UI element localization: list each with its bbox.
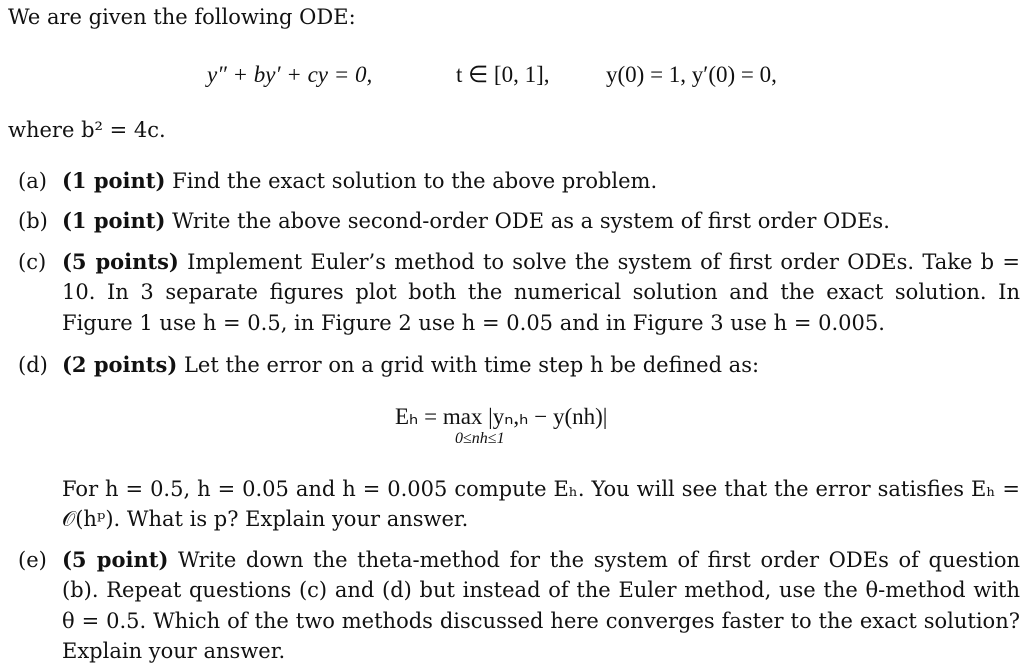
part-d-label: (d) [18, 353, 48, 377]
error-formula-subscript: 0≤nh≤1 [455, 430, 505, 447]
part-c-points: (5 points) [62, 249, 179, 274]
part-b [62, 206, 1020, 236]
part-a [62, 166, 1020, 196]
part-d [62, 350, 1020, 380]
condition-text: where b² = 4c. [8, 118, 166, 142]
part-c-text: Implement Euler’s method to solve the system of first order ODEs. Take b = 10. In 3 separate figures plot both the numerical solution and the exact solution. In Figure 1 use h = 0.5, in Figure 2 use h = 0.05 and in Figure 3 use h = 0.005. [62, 250, 1020, 335]
initial-conditions: y(0) = 1, y′(0) = 0, [606, 62, 777, 87]
error-formula: Eₕ = max |yₙ,ₕ − y(nh)| [395, 404, 608, 429]
part-e-points: (5 point) [62, 547, 169, 572]
part-a-points: (1 point) [62, 168, 166, 193]
part-a-label: (a) [18, 169, 47, 193]
time-interval: t ∈ [0, 1], [456, 62, 550, 87]
part-b-text: Write the above second-order ODE as a system of first order ODEs. [172, 209, 890, 233]
part-a-text: Find the exact solution to the above problem. [172, 169, 658, 193]
part-c [62, 247, 1020, 338]
intro-title: We are given the following ODE: [8, 5, 356, 29]
part-d-followup: For h = 0.5, h = 0.05 and h = 0.005 compute Eₕ. You will see that the error satisfies Eₕ = 𝒪(hᵖ). What is p? Explain your answer. [62, 477, 1020, 532]
ode-equation: y″ + by′ + cy = 0, [207, 62, 373, 87]
part-b-points: (1 point) [62, 208, 166, 233]
part-c-label: (c) [18, 250, 47, 274]
part-d-text: Let the error on a grid with time step h be defined as: [183, 353, 760, 377]
part-e [62, 545, 1020, 667]
part-e-label: (e) [18, 548, 47, 572]
part-e-text: Write down the theta-method for the system of first order ODEs of question (b). Repeat questions (c) and (d) but instead of the Euler method, use the θ-method with θ = 0.5. Which of the two methods discussed here converges faster to the exact solution? Explain your answer. [62, 548, 1021, 664]
part-b-label: (b) [18, 209, 48, 233]
part-d-points: (2 points) [62, 352, 178, 377]
